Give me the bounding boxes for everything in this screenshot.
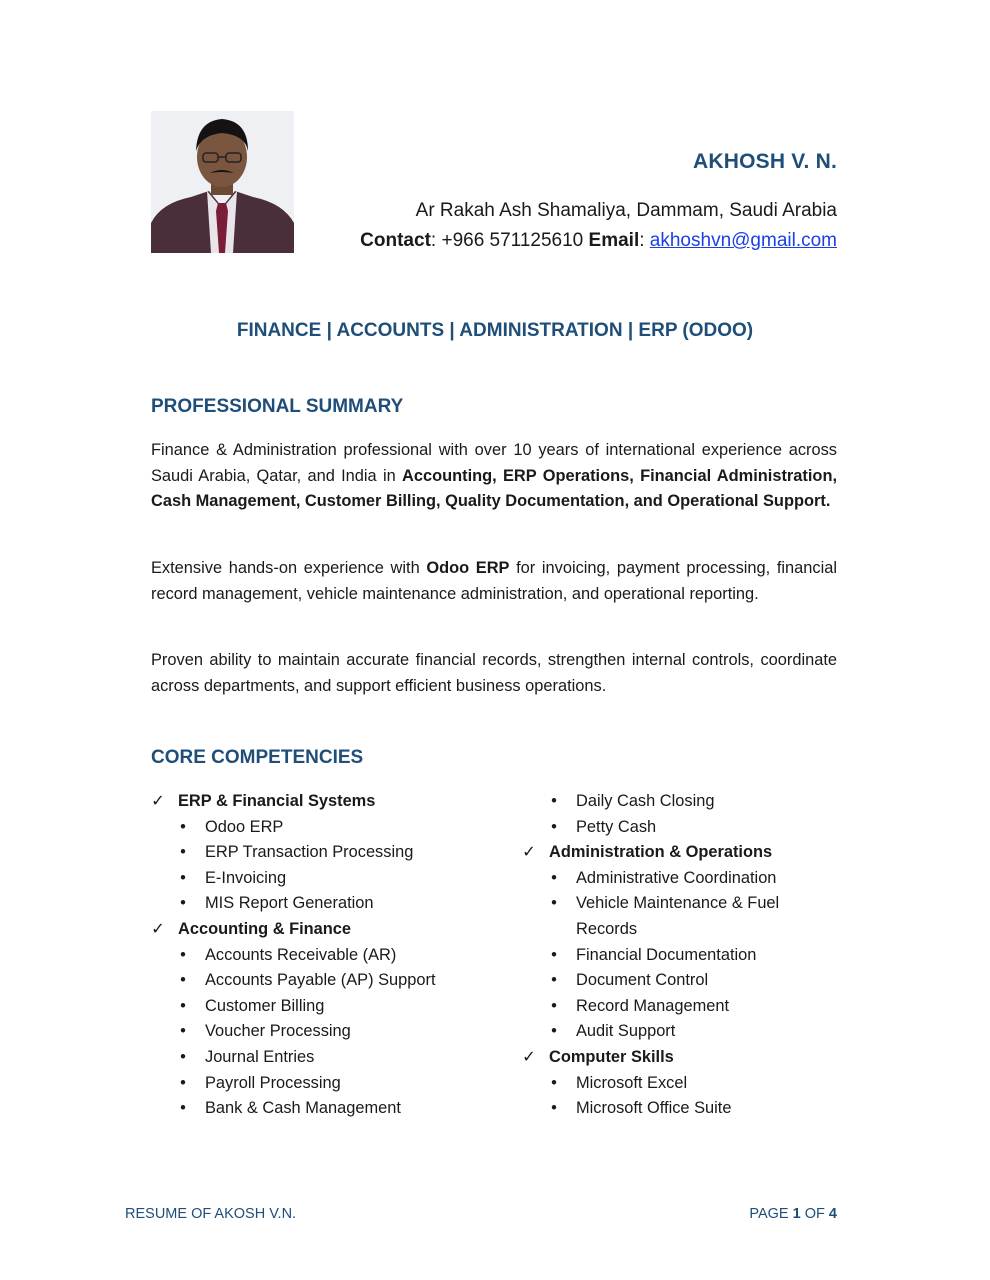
competencies-right-column (522, 789, 842, 1122)
competency-category (522, 840, 842, 866)
address: Ar Rakah Ash Shamaliya, Dammam, Saudi Arabia (415, 200, 837, 221)
headline: FINANCE | ACCOUNTS | ADMINISTRATION | ERP (ODOO) (236, 320, 754, 341)
bullet-icon: • (180, 1073, 186, 1092)
competency-text: ERP & Financial Systems (178, 792, 376, 810)
page-prefix: PAGE (749, 1206, 793, 1222)
email-label: Email (588, 230, 640, 251)
competency-text: Petty Cash (576, 817, 657, 836)
bullet-icon: • (551, 894, 557, 913)
summary-p1-bold: Accounting, ERP Operations, Financial Administration, Cash Management, Customer Billing, Quality Documentation, and Operational Support. (151, 466, 838, 511)
competency-item (522, 1096, 842, 1122)
summary-paragraph-1 (151, 438, 837, 515)
competency-item (151, 994, 511, 1020)
competency-item (151, 1096, 511, 1122)
competency-text: Voucher Processing (205, 1022, 351, 1041)
summary-p2-after: for invoicing, payment processing, financial record management, vehicle maintenance administration, and operational reporting. (151, 559, 837, 603)
check-icon: ✓ (151, 919, 165, 938)
competency-item (522, 1019, 842, 1045)
candidate-name: AKHOSH V. N. (693, 150, 837, 173)
page-of: OF (800, 1206, 829, 1222)
bullet-icon: • (551, 1022, 557, 1041)
bullet-icon: • (551, 945, 557, 964)
bullet-icon: • (551, 1073, 557, 1092)
bullet-icon: • (551, 971, 557, 990)
competency-text: Computer Skills (549, 1047, 674, 1066)
competency-text: Records (576, 919, 638, 938)
competency-text: Odoo ERP (205, 817, 284, 836)
competency-text: Accounting & Finance (178, 919, 352, 938)
check-icon: ✓ (522, 1047, 536, 1066)
competency-item (151, 1019, 511, 1045)
competency-item (151, 891, 511, 917)
bullet-icon: • (180, 868, 186, 887)
competency-item (522, 815, 842, 841)
competency-text: Payroll Processing (205, 1073, 341, 1092)
page-current: 1 (792, 1206, 801, 1222)
email-link[interactable]: akhoshvn@gmail.com (649, 230, 837, 251)
competency-text: E-Invoicing (205, 868, 287, 887)
bullet-icon: • (180, 996, 186, 1015)
bullet-icon: • (180, 894, 186, 913)
competency-text: Accounts Payable (AP) Support (205, 971, 436, 990)
competency-text: Vehicle Maintenance & Fuel (576, 894, 780, 913)
phone-number: +966 571125610 (441, 230, 584, 251)
competency-text: Journal Entries (205, 1047, 315, 1066)
competency-item (522, 917, 842, 943)
summary-paragraph-2 (151, 556, 837, 607)
summary-paragraph-3: Proven ability to maintain accurate financial records, strengthen internal controls, coordinate across departments, and support efficient business operations. (151, 651, 837, 695)
competency-item (151, 866, 511, 892)
competency-item (522, 994, 842, 1020)
competencies-left-column (151, 789, 511, 1122)
bullet-icon: • (551, 996, 557, 1015)
competency-text: Administrative Coordination (576, 868, 777, 887)
section-title-competencies: CORE COMPETENCIES (151, 747, 364, 768)
summary-p1-text: Finance & Administration professional with over 10 years of international experience across Saudi Arabia, Qatar, and India in (151, 441, 837, 485)
competency-text: Bank & Cash Management (205, 1099, 401, 1118)
bullet-icon: • (180, 817, 186, 836)
competency-item (522, 1071, 842, 1097)
competency-item (522, 891, 842, 917)
summary-p2-bold: Odoo ERP (426, 559, 510, 577)
competency-item (151, 840, 511, 866)
competency-text: Daily Cash Closing (576, 792, 715, 810)
bullet-icon: • (180, 945, 186, 964)
summary-p2-before: Extensive hands-on experience with (151, 559, 427, 577)
competency-text: Customer Billing (205, 996, 325, 1015)
competency-item (151, 815, 511, 841)
bullet-icon: • (180, 843, 186, 862)
competency-text: Financial Documentation (576, 945, 757, 964)
bullet-icon: • (180, 1099, 186, 1118)
footer-title: RESUME OF AKOSH V.N. (125, 1206, 297, 1222)
competency-text: Administration & Operations (549, 843, 773, 862)
competency-item (522, 866, 842, 892)
competency-item (151, 968, 511, 994)
bullet-icon: • (180, 971, 186, 990)
competency-text: Audit Support (576, 1022, 676, 1041)
profile-photo (151, 111, 294, 253)
competency-text: Document Control (576, 971, 709, 990)
competency-category (151, 917, 511, 943)
bullet-icon: • (180, 1022, 186, 1041)
contact-line: Contact: +966 571125610 Email: akhoshvn@gmail.com (360, 230, 837, 251)
competency-text: ERP Transaction Processing (205, 843, 414, 862)
bullet-icon: • (551, 868, 557, 887)
competency-item (522, 943, 842, 969)
page-indicator (749, 1206, 837, 1222)
bullet-icon: • (551, 1099, 557, 1118)
competency-item (522, 789, 842, 815)
bullet-icon: • (180, 1047, 186, 1066)
competency-item (522, 968, 842, 994)
bullet-icon: • (551, 817, 557, 836)
competency-text: Microsoft Excel (576, 1073, 688, 1092)
competency-item (151, 943, 511, 969)
check-icon: ✓ (522, 843, 536, 862)
competency-item (151, 1071, 511, 1097)
check-icon: ✓ (151, 792, 165, 810)
competency-category (522, 1045, 842, 1071)
competency-text: Microsoft Office Suite (576, 1099, 732, 1118)
competency-category (151, 789, 511, 815)
competency-item (151, 1045, 511, 1071)
competency-text: MIS Report Generation (205, 894, 374, 913)
competency-text: Record Management (576, 996, 730, 1015)
contact-label: Contact (360, 230, 431, 251)
page-total: 4 (828, 1206, 837, 1222)
competency-text: Accounts Receivable (AR) (205, 945, 397, 964)
bullet-icon: • (551, 792, 557, 810)
section-title-summary: PROFESSIONAL SUMMARY (151, 396, 404, 417)
